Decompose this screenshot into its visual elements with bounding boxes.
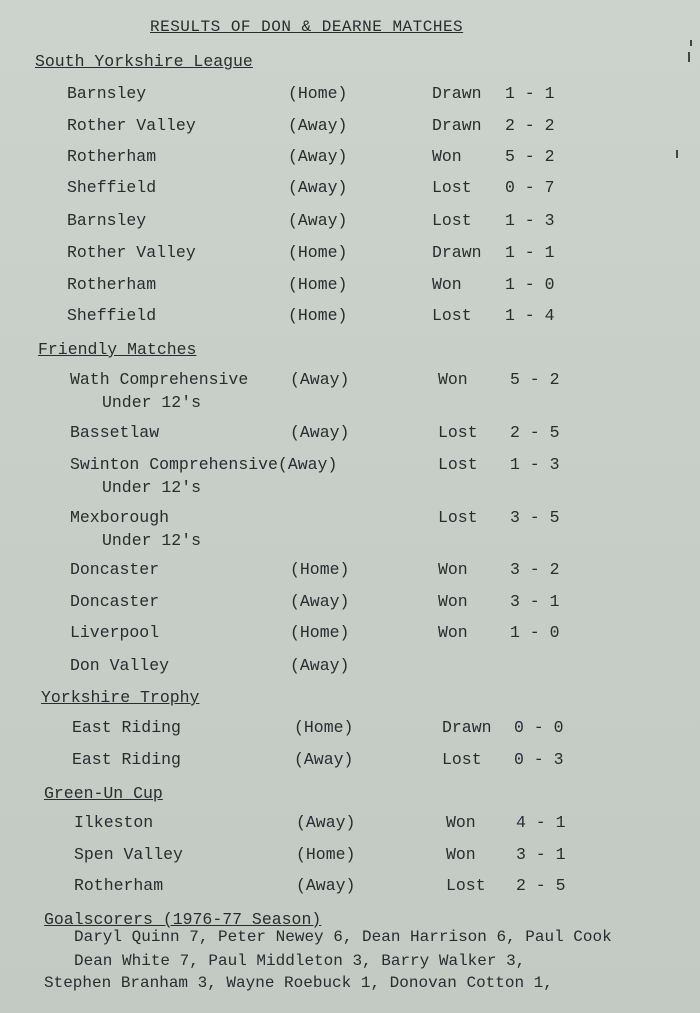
- match-score: 3 - 1: [510, 592, 560, 611]
- match-score: 5 - 2: [505, 147, 555, 166]
- match-row: [0, 147, 700, 169]
- goalscorers-line: Dean White 7, Paul Middleton 3, Barry Walker 3,: [74, 952, 526, 970]
- match-opponent: Liverpool: [70, 623, 160, 642]
- match-opponent: Ilkeston: [74, 813, 154, 832]
- match-result: Drawn: [432, 84, 482, 103]
- match-opponent: Sheffield: [67, 306, 157, 325]
- match-row: [0, 455, 700, 497]
- match-opponent: Don Valley: [70, 656, 170, 675]
- match-opponent-subline: Under 12's: [102, 531, 202, 550]
- match-venue: (Away): [290, 370, 350, 389]
- match-opponent: Rotherham: [74, 876, 164, 895]
- match-score: 3 - 2: [510, 560, 560, 579]
- match-result: Won: [438, 592, 468, 611]
- match-opponent: Rotherham: [67, 275, 157, 294]
- match-score: 1 - 1: [505, 84, 555, 103]
- match-row: [0, 178, 700, 200]
- match-row: [0, 275, 700, 297]
- match-score: 2 - 5: [510, 423, 560, 442]
- goalscorers-block: [44, 910, 321, 929]
- match-opponent: Sheffield: [67, 178, 157, 197]
- match-opponent-subline: Under 12's: [102, 478, 202, 497]
- match-result: Won: [438, 560, 468, 579]
- match-opponent: Doncaster: [70, 560, 160, 579]
- match-row: [0, 243, 700, 265]
- match-venue: (Away): [290, 592, 350, 611]
- goalscorers-line: Daryl Quinn 7, Peter Newey 6, Dean Harrison 6, Paul Cook: [74, 928, 612, 946]
- section-title: Friendly Matches: [38, 340, 197, 359]
- match-score: 0 - 3: [514, 750, 564, 769]
- match-result: Drawn: [432, 116, 482, 135]
- match-score: 3 - 1: [516, 845, 566, 864]
- match-row: [0, 876, 700, 898]
- match-row: [0, 508, 700, 550]
- match-score: 0 - 7: [505, 178, 555, 197]
- match-opponent: Wath Comprehensive: [70, 370, 249, 389]
- match-venue: (Home): [290, 560, 350, 579]
- match-result: Lost: [432, 306, 472, 325]
- match-result: Drawn: [432, 243, 482, 262]
- margin-mark: [688, 52, 690, 62]
- match-result: Won: [438, 370, 468, 389]
- section-title: Yorkshire Trophy: [41, 688, 200, 707]
- section-title: Green-Un Cup: [44, 784, 163, 803]
- match-result: Won: [438, 623, 468, 642]
- match-opponent: East Riding: [72, 718, 181, 737]
- match-result: Drawn: [442, 718, 492, 737]
- match-score: 1 - 3: [510, 455, 560, 474]
- page-title: RESULTS OF DON & DEARNE MATCHES: [150, 18, 464, 36]
- match-venue: (Home): [288, 243, 348, 262]
- match-venue: (Away): [288, 178, 348, 197]
- match-venue: (Home): [294, 718, 354, 737]
- match-row: [0, 116, 700, 138]
- match-opponent: Swinton Comprehensive(Away): [70, 455, 338, 474]
- match-result: Won: [446, 813, 476, 832]
- match-row: [0, 656, 700, 678]
- match-result: Lost: [432, 211, 472, 230]
- match-opponent-subline: Under 12's: [102, 393, 202, 412]
- match-venue: (Home): [288, 275, 348, 294]
- match-score: 1 - 3: [505, 211, 555, 230]
- match-score: 1 - 0: [505, 275, 555, 294]
- match-venue: (Home): [288, 84, 348, 103]
- match-score: 1 - 1: [505, 243, 555, 262]
- match-venue: (Away): [290, 423, 350, 442]
- match-row: [0, 306, 700, 328]
- match-opponent: Barnsley: [67, 84, 147, 103]
- match-row: [0, 370, 700, 412]
- match-result: Lost: [438, 508, 478, 527]
- match-opponent: Rother Valley: [67, 116, 196, 135]
- match-result: Lost: [432, 178, 472, 197]
- match-venue: (Home): [296, 845, 356, 864]
- section-title: South Yorkshire League: [35, 52, 253, 71]
- match-row: [0, 623, 700, 645]
- goalscorers-line: Stephen Branham 3, Wayne Roebuck 1, Donovan Cotton 1,: [44, 974, 553, 992]
- match-row: [0, 845, 700, 867]
- match-venue: (Home): [290, 623, 350, 642]
- match-row: [0, 560, 700, 582]
- match-venue: (Away): [288, 147, 348, 166]
- match-score: 4 - 1: [516, 813, 566, 832]
- match-score: 2 - 5: [516, 876, 566, 895]
- match-row: [0, 211, 700, 233]
- match-score: 1 - 4: [505, 306, 555, 325]
- match-result: Lost: [438, 423, 478, 442]
- match-row: [0, 718, 700, 740]
- match-venue: (Away): [296, 876, 356, 895]
- match-score: 2 - 2: [505, 116, 555, 135]
- match-venue: (Away): [294, 750, 354, 769]
- match-venue: (Home): [288, 306, 348, 325]
- match-venue: (Away): [288, 211, 348, 230]
- match-row: [0, 423, 700, 445]
- match-venue: (Away): [290, 656, 350, 675]
- match-venue: (Away): [296, 813, 356, 832]
- match-result: Lost: [442, 750, 482, 769]
- match-row: [0, 813, 700, 835]
- match-opponent: Mexborough: [70, 508, 170, 527]
- match-result: Lost: [446, 876, 486, 895]
- match-row: [0, 84, 700, 106]
- match-result: Lost: [438, 455, 478, 474]
- match-opponent: Bassetlaw: [70, 423, 160, 442]
- match-score: 1 - 0: [510, 623, 560, 642]
- match-result: Won: [432, 147, 462, 166]
- match-row: [0, 592, 700, 614]
- match-opponent: Rotherham: [67, 147, 157, 166]
- match-venue: (Away): [288, 116, 348, 135]
- match-opponent: Doncaster: [70, 592, 160, 611]
- match-row: [0, 750, 700, 772]
- goalscorers-title: Goalscorers (1976-77 Season): [44, 910, 322, 929]
- match-score: 0 - 0: [514, 718, 564, 737]
- match-opponent: Barnsley: [67, 211, 147, 230]
- match-result: Won: [432, 275, 462, 294]
- match-opponent: Spen Valley: [74, 845, 183, 864]
- match-opponent: East Riding: [72, 750, 181, 769]
- match-opponent: Rother Valley: [67, 243, 196, 262]
- margin-mark: [690, 40, 692, 46]
- match-score: 3 - 5: [510, 508, 560, 527]
- match-score: 5 - 2: [510, 370, 560, 389]
- match-result: Won: [446, 845, 476, 864]
